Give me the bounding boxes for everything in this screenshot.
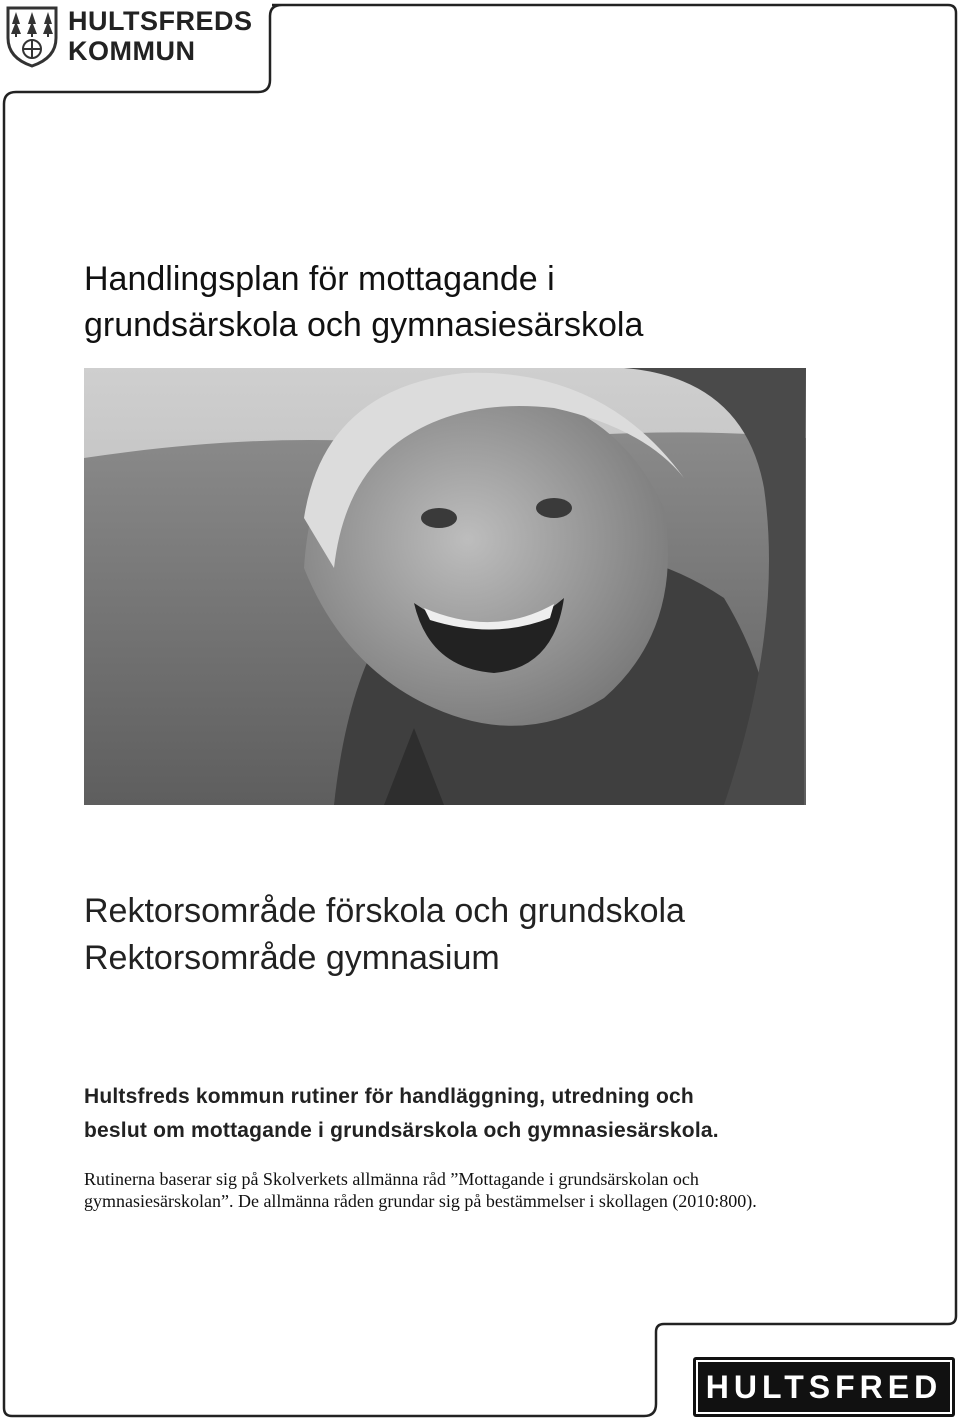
document-title — [84, 256, 643, 348]
area-subtitle — [84, 888, 685, 982]
subtitle-line-2: Rektorsområde gymnasium — [84, 939, 500, 977]
brand-text: HULTSFRED — [705, 1368, 943, 1405]
logo-text — [68, 6, 253, 66]
photo-child-icon — [84, 368, 806, 805]
kommun-logo — [4, 4, 254, 70]
lead-paragraph — [84, 1080, 904, 1148]
body-paragraph — [84, 1168, 934, 1212]
cover-photo — [84, 368, 806, 805]
lead-line-2: beslut om mottagande i grundsärskola och gymnasiesärskola. — [84, 1119, 719, 1142]
coat-of-arms-icon — [4, 4, 60, 68]
brand-logo — [693, 1357, 955, 1417]
logo-line-1: HULTSFREDS — [68, 6, 253, 36]
subtitle-line-1: Rektorsområde förskola och grundskola — [84, 892, 685, 930]
lead-line-1: Hultsfreds kommun rutiner för handläggning, utredning och — [84, 1085, 694, 1108]
logo-line-2: KOMMUN — [68, 36, 196, 66]
title-line-1: Handlingsplan för mottagande i — [84, 260, 555, 298]
body-line-1: Rutinerna baserar sig på Skolverkets allmänna råd ”Mottagande i grundsärskolan och — [84, 1169, 699, 1189]
title-line-2: grundsärskola och gymnasiesärskola — [84, 306, 644, 344]
body-line-2: gymnasiesärskolan”. De allmänna råden grundar sig på bestämmelser i skollagen (2010:800). — [84, 1191, 757, 1211]
